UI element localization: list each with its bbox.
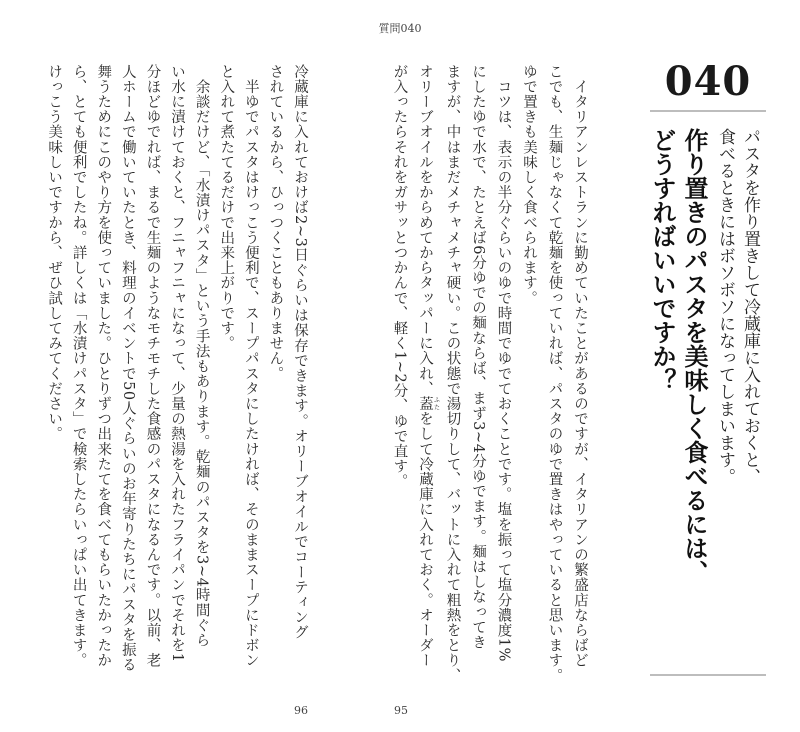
text-column: 冷蔵庫に入れておけば2~3日ぐらいは保存できます。オリーブオイルでコーティング xyxy=(292,64,308,640)
question-lead xyxy=(712,128,762,485)
text-column: コツは、表示の半分ぐらいのゆで時間でゆでておくことです。塩を振って塩分濃度1% xyxy=(495,64,512,663)
page-number-left: 96 xyxy=(294,704,308,717)
text-column: い水に漬けておくと、フニャフニャになって、少量の熱湯を入れたフライパンでそれを1 xyxy=(169,64,186,663)
text-column: と入れて煮たてるだけで出来上がりです。 xyxy=(218,64,235,351)
text-column: 分ほどゆでれば、まるで生麺のようなモチモチした食感のパスタになるんです。以前、老 xyxy=(144,64,161,668)
text-column: 人ホームで働いていたとき、料理のイベントで50人ぐらいのお年寄りたちにパスタを振る xyxy=(119,64,136,673)
left-page-body xyxy=(41,64,312,673)
text-column: が入ったらそれをガサッとつかんで、軽く1~2分、ゆで直す。 xyxy=(391,64,408,489)
text-column: ゆで置きも美味しく食べられます。 xyxy=(521,64,537,306)
text-column xyxy=(412,64,440,669)
lead-line: パスタを作り置きして冷蔵庫に入れておくと、 xyxy=(740,128,760,485)
text-segment: をして冷蔵庫に入れておく。オーダー xyxy=(417,411,433,669)
divider-bottom xyxy=(650,674,766,676)
text-column: 舞うためにこのやり方を使っていました。ひとりずつ出来たてを食べてもらいたかったか xyxy=(95,64,112,668)
headline-line: どうすればいいですか？ xyxy=(648,128,676,392)
text-column: にしたゆで水で、たとえば6分ゆでの麺ならば、まず3~4分ゆでます。麺はしなってき xyxy=(470,64,486,650)
text-column: こでも、生麺じゃなくて乾麺を使っていれば、パスタのゆで置きはやっていると思います。 xyxy=(546,64,563,684)
page-number-right: 95 xyxy=(394,704,408,717)
lead-line: 食べるときにはボソボソになってしまいます。 xyxy=(715,128,735,485)
divider-top xyxy=(650,110,766,112)
text-column: けっこう美味しいですから、ぜひ試してみてください。 xyxy=(46,64,63,442)
running-head: 質問040 xyxy=(378,22,422,35)
text-column: 余談だけど、「水漬けパスタ」という手法もあります。乾麺のパスタを3~4時間ぐら xyxy=(193,64,210,648)
text-segment: オリーブオイルをからめてからタッパーに入れ、 xyxy=(417,64,433,397)
ruby-reading: ふた xyxy=(432,396,440,412)
text-column: ますが、中はまだメチャメチャ硬い。この状態で湯切りして、バットに入れて粗熱をとり、 xyxy=(444,64,461,684)
ruby-base: 蓋 xyxy=(417,396,433,412)
text-column: ら、とても便利でしたね。詳しくは「水漬けパスタ」で検索したらいっぱい出てきます。 xyxy=(70,64,87,668)
text-column: 半ゆでパスタはけっこう便利で、スープパスタにしたければ、そのままスープにドボン xyxy=(242,64,259,668)
headline-line: 作り置きのパスタを美味しく食べるには、 xyxy=(680,128,708,584)
text-column: イタリアンレストランに勤めていたことがあるのですが、イタリアンの繁盛店ならばど xyxy=(572,64,588,668)
question-headline xyxy=(646,128,710,584)
question-number: 040 xyxy=(664,58,752,105)
ruby-word xyxy=(417,396,440,412)
right-page-body xyxy=(386,64,592,684)
text-column: されているから、ひっつくこともありません。 xyxy=(267,64,284,382)
